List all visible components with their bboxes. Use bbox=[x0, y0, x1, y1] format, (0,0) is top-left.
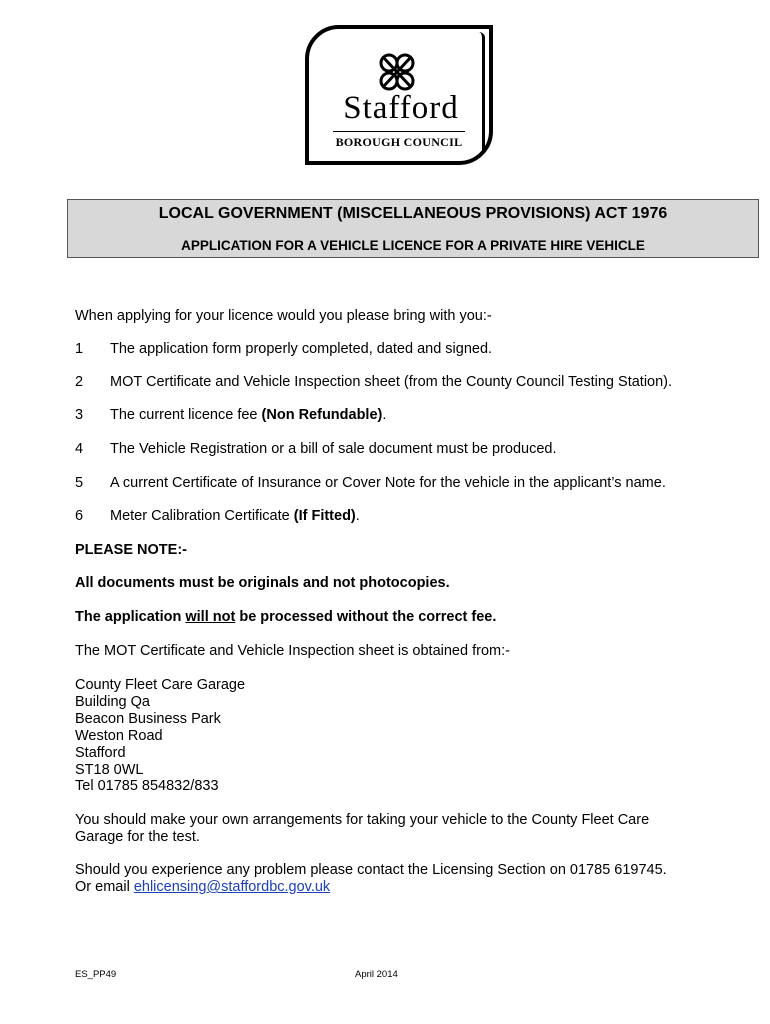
item-number: 6 bbox=[75, 508, 84, 524]
item-number: 4 bbox=[75, 441, 84, 457]
item-text: Meter Calibration Certificate bbox=[110, 508, 294, 524]
act-title: LOCAL GOVERNMENT (MISCELLANEOUS PROVISIONS) ACT 1976 bbox=[158, 205, 668, 222]
item-text: The Vehicle Registration or a bill of sale document must be produced. bbox=[110, 441, 557, 457]
intro-text: When applying for your licence would you please bring with you:- bbox=[75, 308, 492, 324]
item-tail: . bbox=[382, 407, 387, 423]
arrangements-line: You should make your own arrangements for taking your vehicle to the County Fleet Care bbox=[75, 812, 650, 828]
logo-rule bbox=[333, 131, 465, 132]
list-item bbox=[110, 441, 557, 458]
address-line: Weston Road bbox=[75, 728, 163, 744]
fee-note-emphasis: will not bbox=[185, 609, 236, 625]
item-bold: (If Fitted) bbox=[293, 508, 356, 524]
fee-note-post: be processed without the correct fee. bbox=[235, 609, 497, 625]
council-logo bbox=[305, 25, 493, 165]
list-item bbox=[110, 407, 386, 424]
email-line bbox=[75, 879, 330, 896]
fee-note bbox=[75, 609, 496, 626]
list-item bbox=[110, 341, 492, 358]
document-date: April 2014 bbox=[355, 969, 398, 980]
form-header bbox=[67, 199, 759, 258]
address-line: Building Qa bbox=[75, 694, 150, 710]
logo-frame-inner bbox=[474, 32, 485, 151]
originals-note: All documents must be originals and not photocopies. bbox=[75, 575, 450, 591]
application-title: APPLICATION FOR A VEHICLE LICENCE FOR A PRIVATE HIRE VEHICLE bbox=[181, 238, 645, 253]
address-line: ST18 0WL bbox=[75, 762, 144, 778]
item-number: 1 bbox=[75, 341, 84, 357]
arrangements-line: Garage for the test. bbox=[75, 829, 200, 845]
stafford-knot-icon bbox=[375, 51, 419, 95]
item-text: The application form properly completed, dated and signed. bbox=[110, 341, 493, 357]
item-bold: (Non Refundable) bbox=[261, 407, 383, 423]
list-item bbox=[110, 374, 672, 391]
email-prefix: Or email bbox=[75, 879, 134, 895]
list-item bbox=[110, 508, 360, 525]
contact-line: Should you experience any problem please contact the Licensing Section on 01785 619745. bbox=[75, 862, 667, 878]
document-ref: ES_PP49 bbox=[75, 969, 117, 980]
item-tail: . bbox=[355, 508, 360, 524]
item-number: 5 bbox=[75, 475, 84, 491]
item-number: 3 bbox=[75, 407, 84, 423]
address-line: County Fleet Care Garage bbox=[75, 677, 246, 693]
list-item bbox=[110, 475, 666, 492]
address-phone: Tel 01785 854832/833 bbox=[75, 778, 219, 794]
note-heading: PLEASE NOTE:- bbox=[75, 542, 187, 558]
address-line: Beacon Business Park bbox=[75, 711, 221, 727]
fee-note-pre: The application bbox=[75, 609, 186, 625]
address-line: Stafford bbox=[75, 745, 126, 761]
mot-intro: The MOT Certificate and Vehicle Inspection sheet is obtained from:- bbox=[75, 643, 510, 659]
email-link[interactable]: ehlicensing@staffordbc.gov.uk bbox=[133, 879, 331, 895]
item-number: 2 bbox=[75, 374, 84, 390]
logo-name: Stafford bbox=[343, 90, 459, 126]
item-text: The current licence fee bbox=[110, 407, 262, 423]
logo-subtitle: BOROUGH COUNCIL bbox=[335, 135, 463, 149]
item-text: A current Certificate of Insurance or Cover Note for the vehicle in the applicant’s name. bbox=[110, 475, 666, 491]
item-text: MOT Certificate and Vehicle Inspection sheet (from the County Council Testing Station). bbox=[110, 374, 673, 390]
